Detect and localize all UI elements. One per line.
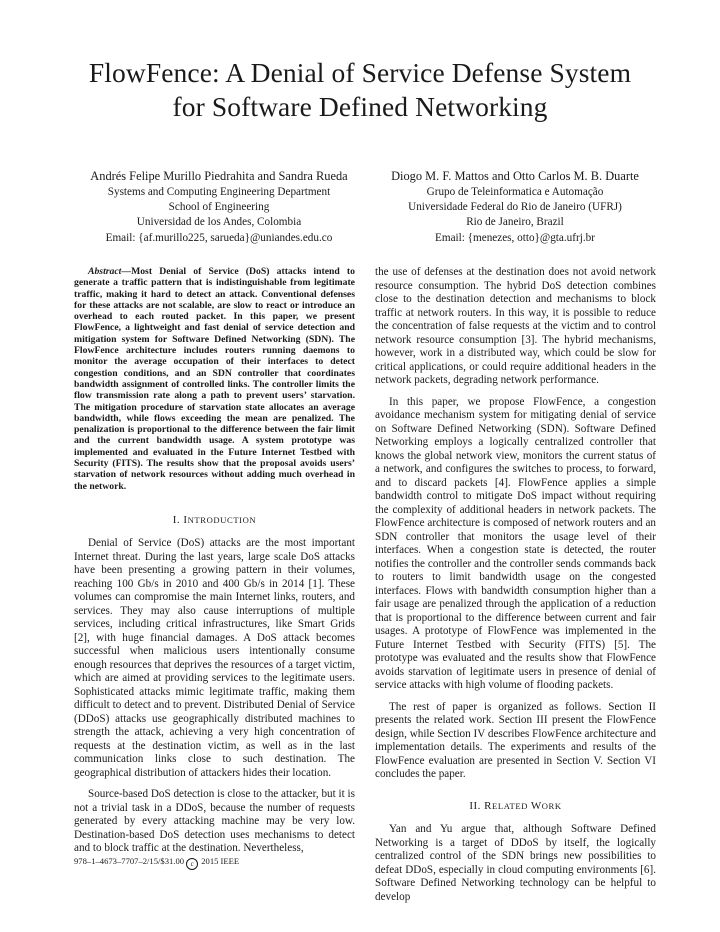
copyright-year: 2015 IEEE (201, 856, 240, 866)
title-line-2: for Software Defined Networking (172, 91, 548, 122)
paper-title (40, 56, 680, 124)
author-names: Andrés Felipe Murillo Piedrahita and Sandra Rueda (90, 169, 348, 183)
paragraph: In this paper, we propose FlowFence, a congestion avoidance mechanism system for mitigating denial of service on Software Defined Networking (SDN). Software Defined Networking employs a logically centralized controller that knows the global network view, monitors the current status of a network, and configures the switches to process, to forward, and to discard packets [4]. FlowFence applies a simple bandwidth control to mitigate DoS impact without requiring the complexity of additional headers in network packets. The FlowFence architecture is composed of network routers and an SDN controller that monitors the usage level of their interfaces. When a congestion state is detected, the router notifies the controller and the controller sends commands back to routers to limit bandwidth usage on the congested interfaces. Flows with bandwidth consumption higher than a fair usage are penalized through the application of a reduction that is proportional to the difference between current and fair usages. A prototype of FlowFence was implemented in the Future Internet Testbed with Security (FITS) [5]. The prototype was evaluated and the results show that FlowFence avoids starvation of legitimate users in presence of denial of service attacks with high volume of flooding packets. (375, 395, 656, 691)
section-title (183, 514, 256, 526)
paragraph: The rest of paper is organized as follows. Section II presents the related work. Section III present the FlowFence design, while Section IV describes FlowFence architecture and implementation details. The experiments and results of the FlowFence evaluation are presented in Section V. Section VI concludes the paper. (375, 700, 656, 780)
paragraph: Source-based DoS detection is close to the attacker, but it is not a trivial task in a DDoS, because the number of requests generated by every attacking machine may be very low. Destination-based DoS detection uses mechanisms to detect and to block traffic at the destination. Nevertheless, (74, 788, 355, 855)
author-block-2 (370, 168, 660, 246)
author-affiliation: Universidad de los Andes, Colombia (136, 216, 302, 229)
isbn-price: 978–1–4673–7707–2/15/$31.00 (74, 856, 185, 866)
abstract-text: —Most Denial of Service (DoS) attacks intend to generate a traffic pattern that is indistinguishable from legitimate traffic, making it hard to detect an attack. Conventional defenses for these attacks are not scalable, are slow to react or introduce an overhead to each routed packet. In this paper, we present FlowFence, a lightweight and fast denial of service detection and mitigation system for Software Defined Networking (SDN). The FlowFence architecture includes routers running daemons to monitor the average occupation of their interfaces to detect congestion conditions, and an SDN controller that coordinates bandwidth assignment of controlled links. The controller limits the flow transmission rate along a path to prevent users’ starvation. The mitigation procedure of starvation state allocates an average bandwidth, while flows exceeding the mean are penalized. The penalization is proportional to the difference between the fair limit and the current bandwidth usage. A system prototype was implemented and evaluated in the Future Internet Testbed with Security (FITS). The results show that the proposal avoids users’ starvation of network resources without adding much overhead in the network. (74, 266, 355, 492)
paragraph: the use of defenses at the destination does not avoid network resource consumption. The hybrid DoS detection combines close to the destination detection and mechanisms to block traffic at network routers. In this way, it is possible to reduce the concentration of false requests at the victim and to control network resource consumption [3]. The hybrid mechanisms, however, work in a distributed way, which could be slow for critical applications, or could require additional headers in the network packets, degrading network performance. (375, 266, 656, 386)
section-number: II. (469, 799, 481, 812)
author-block-1 (74, 168, 364, 246)
author-affiliation: School of Engineering (168, 201, 270, 214)
section-initial: R (484, 799, 492, 812)
author-affiliation: Grupo de Teleinformatica e Automação (426, 186, 604, 198)
section-number: I. (172, 513, 181, 526)
section-heading-introduction (74, 514, 355, 528)
author-affiliation: Universidade Federal do Rio de Janeiro (UFRJ) (408, 201, 622, 214)
left-column (74, 266, 355, 864)
section-initial: W (530, 799, 542, 812)
section-heading-related-work (375, 800, 656, 814)
author-affiliation: Systems and Computing Engineering Department (107, 186, 331, 198)
section-initial: I (183, 513, 188, 526)
title-line-1: FlowFence: A Denial of Service Defense System (88, 57, 632, 88)
section-rest: NTRODUCTION (187, 514, 257, 525)
abstract-lead: Abstract (88, 266, 122, 277)
paragraph: Yan and Yu argue that, although Software Defined Networking is a target of DDoS by itself, the logically centralized control of the SDN brings new possibilities to defeat DDoS, especially in cloud computing environments [6]. Software Defined Networking technology can be helpful to develop (375, 823, 656, 903)
paragraph: Denial of Service (DoS) attacks are the most important Internet threat. During the last years, large scale DoS attacks have been presenting a growing pattern in their volumes, reaching 100 Gb/s in 2010 and 400 Gb/s in 2014 [1]. These volumes can compromise the main Internet links, routers, and services. They may also cause interruptions of multiple services, including critical infrastructures, like Smart Grids [2], with huge financial damages. A DoS attack becomes successful when malicious users intentionally consume enough resources that deprives the resources of a target victim, which are aimed at providing services to the legitimate users. Sophisticated attacks mimic legitimate traffic, making them difficult to detect and to prevent. Distributed Denial of Service (DDoS) attacks use geographically distributed machines to strength the attack, achieving a very high concentration of requests at the destination victim, as well as in the last communication links close to such destination. The geographical distribution of attackers hides their location. (74, 537, 355, 779)
author-names: Diogo M. F. Mattos and Otto Carlos M. B. Duarte (391, 169, 639, 183)
copyright-icon: c (186, 858, 198, 870)
section-rest: ELATED (492, 800, 531, 811)
author-email: Email: {menezes, otto}@gta.ufrj.br (435, 231, 595, 244)
author-affiliation: Rio de Janeiro, Brazil (466, 216, 564, 229)
author-email: Email: {af.murillo225, sarueda}@uniandes.edu.co (105, 231, 333, 244)
section-title (484, 800, 562, 812)
section-rest: ORK (541, 800, 562, 811)
copyright-footer (74, 856, 239, 870)
right-column (375, 266, 656, 912)
abstract (74, 266, 355, 492)
